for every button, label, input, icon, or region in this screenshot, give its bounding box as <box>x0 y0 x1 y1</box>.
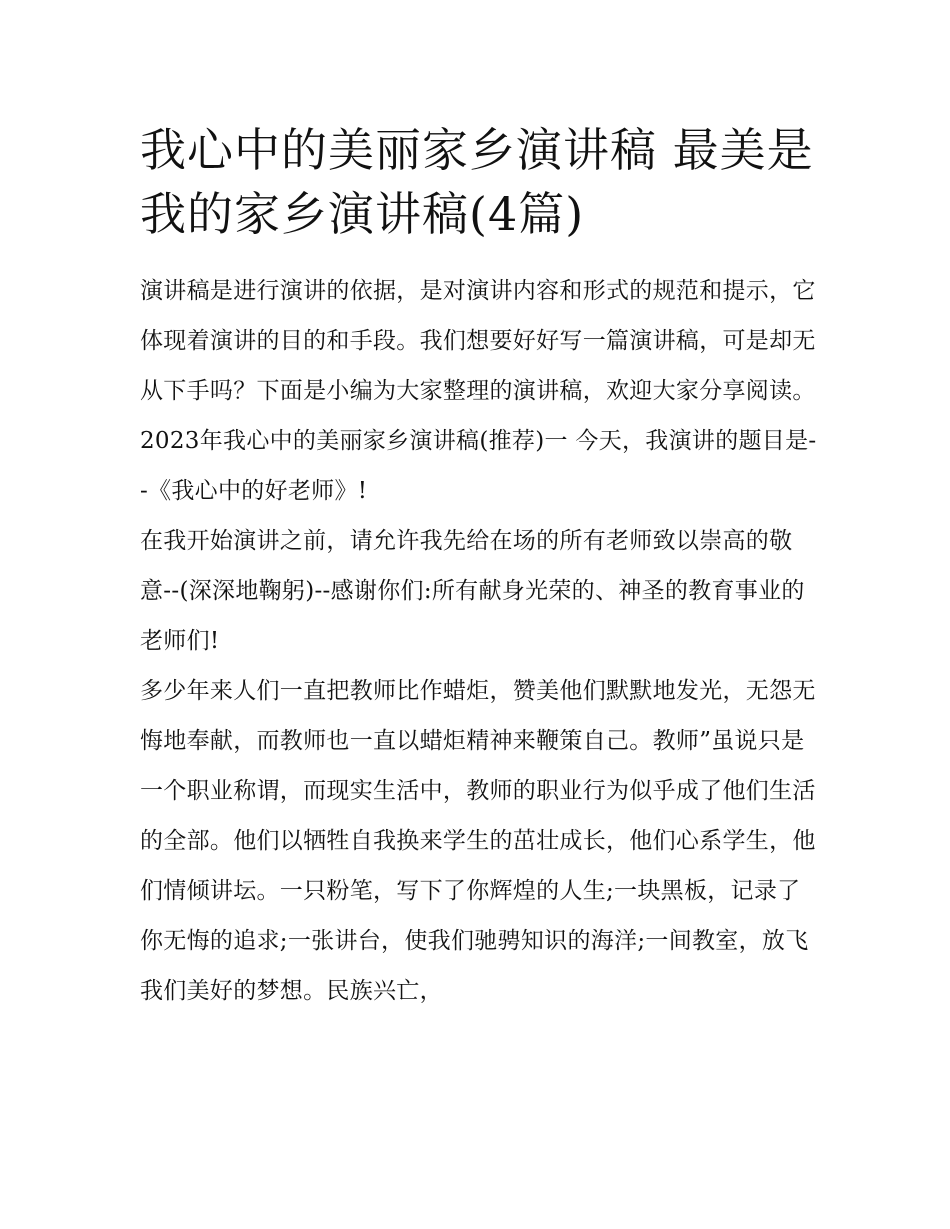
document-body <box>140 266 820 1016</box>
greeting-paragraph: 在我开始演讲之前，请允许我先给在场的所有老师致以崇高的敬意--(深深地鞠躬)--感谢你们:所有献身光荣的、神圣的教育事业的老师们! <box>140 528 805 654</box>
body-paragraph: 多少年来人们一直把教师比作蜡炬，赞美他们默默地发光，无怨无悔地奉献，而教师也一直以蜡炬精神来鞭策自己。教师”虽说只是一个职业称谓，而现实生活中，教师的职业行为似乎成了他们生活的全部。他们以牺牲自我换来学生的茁壮成长，他们心系学生，他们情倾讲坛。一只粉笔，写下了你辉煌的人生;一块黑板，记录了你无悔的追求;一张讲台，使我们驰骋知识的海洋;一间教室，放飞我们美好的梦想。民族兴亡， <box>140 678 816 1004</box>
document-page <box>140 118 820 1016</box>
intro-paragraph: 演讲稿是进行演讲的依据，是对演讲内容和形式的规范和提示，它体现着演讲的目的和手段。我们想要好好写一篇演讲稿，可是却无从下手吗？下面是小编为大家整理的演讲稿，欢迎大家分享阅读。 <box>140 278 816 404</box>
document-title: 我心中的美丽家乡演讲稿 最美是我的家乡演讲稿(4篇) <box>140 123 814 241</box>
speech-heading-paragraph: 2023年我心中的美丽家乡演讲稿(推荐)一 今天，我演讲的题目是--《我心中的好老师》! <box>140 428 817 504</box>
